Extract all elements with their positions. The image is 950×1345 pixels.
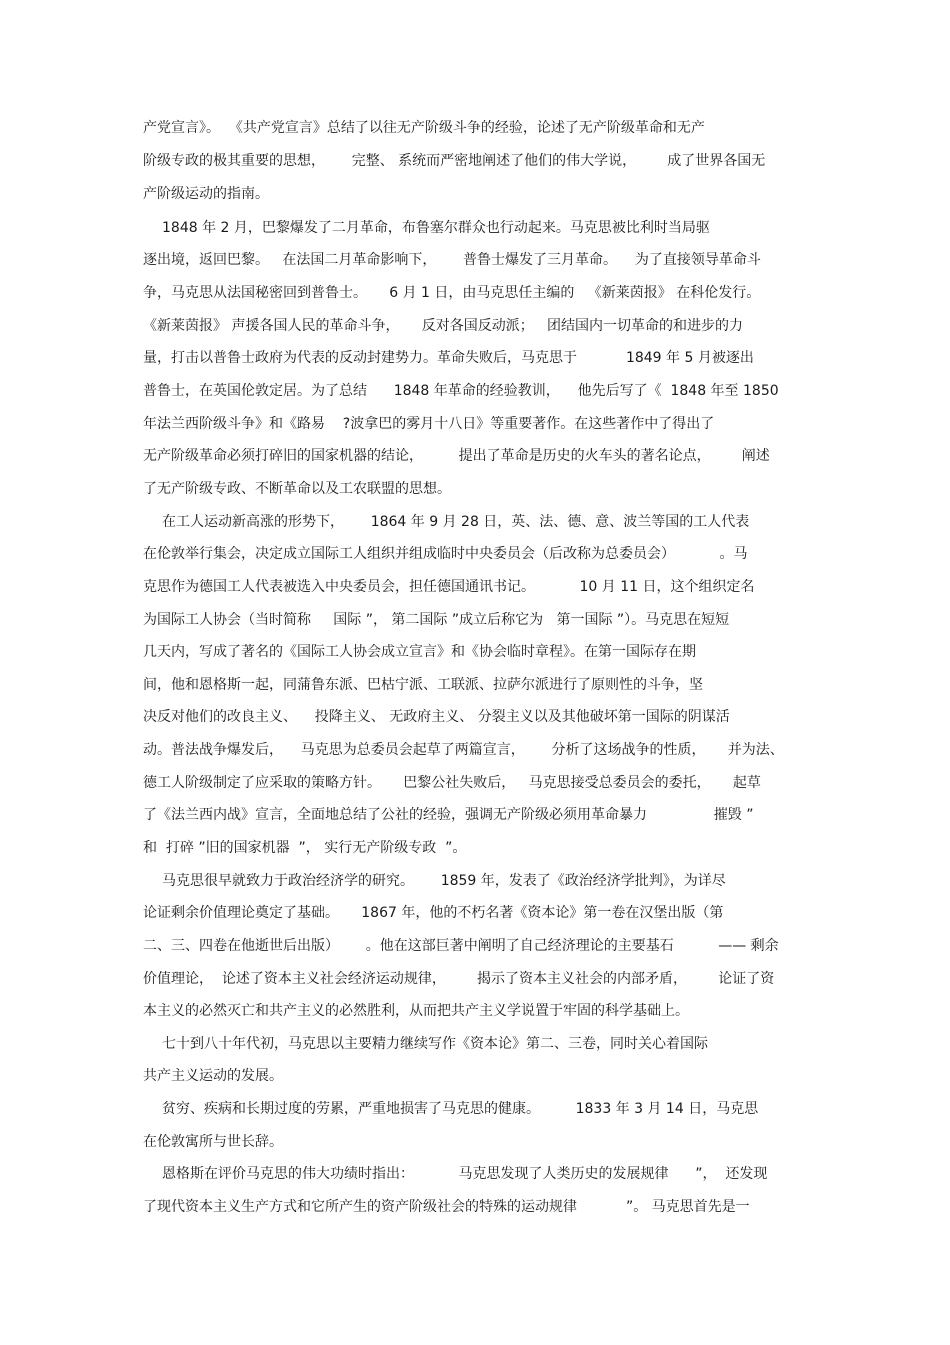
text-line: 了《法兰西内战》宣言，全面地总结了公社的经验，强调无产阶级必须用革命暴力 摧毁 ” xyxy=(143,807,754,823)
text-line: 马克思很早就致力于政治经济学的研究。 1859 年，发表了《政治经济学批判》，为详尽 xyxy=(162,873,726,889)
text-line: 争，马克思从法国秘密回到普鲁士。 6 月 1 日，由马克思任主编的 《新莱茵报》 在科伦发行。 xyxy=(143,285,761,301)
text-line: 二、三、四卷在他逝世后出版） 。他在这部巨著中阐明了自己经济理论的主要基石 —— 剩余 xyxy=(143,938,779,954)
text-line: 价值理论， 论述了资本主义社会经济运动规律， 揭示了资本主义社会的内部矛盾， 论证了资 xyxy=(143,971,775,987)
text-line: 和 打碎 ”旧的国家机器 ”， 实行无产阶级专政 ”。 xyxy=(143,840,467,856)
text-line: 七十到八十年代初，马克思以主要精力继续写作《资本论》第二、三卷，同时关心着国际 xyxy=(162,1036,708,1052)
text-line: 恩格斯在评价马克思的伟大功绩时指出： 马克思发现了人类历史的发展规律 ”， 还发现 xyxy=(162,1166,768,1182)
text-line: 《新莱茵报》 声援各国人民的革命斗争， 反对各国反动派； 团结国内一切革命的和进步的力 xyxy=(143,318,744,334)
text-line: 在伦敦举行集会，决定成立国际工人组织并组成临时中央委员会（后改称为总委员会） 。马 xyxy=(143,546,748,562)
text-line: 1848 年 2 月，巴黎爆发了二月革命，布鲁塞尔群众也行动起来。马克思被比利时当局驱 xyxy=(162,220,710,236)
text-line: 贫穷、疾病和长期过度的劳累，严重地损害了马克思的健康。 1833 年 3 月 14 日，马克思 xyxy=(162,1101,759,1117)
text-line: 在伦敦寓所与世长辞。 xyxy=(143,1134,283,1150)
text-line: 克思作为德国工人代表被选入中央委员会，担任德国通讯书记。 10 月 11 日，这个组织定名 xyxy=(143,579,755,595)
text-line: 为国际工人协会（当时简称 国际 ”， 第二国际 ”成立后称它为 第一国际 ”）。马克思在短短 xyxy=(143,612,730,628)
text-line: 普鲁士，在英国伦敦定居。为了总结 1848 年革命的经验教训， 他先后写了《 1848 年至 1850 xyxy=(143,383,779,399)
text-line: 决反对他们的改良主义、 投降主义、 无政府主义、 分裂主义以及其他破坏第一国际的阴谋活 xyxy=(143,709,730,725)
text-line: 无产阶级革命必须打碎旧的国家机器的结论， 提出了革命是历史的火车头的著名论点， 阐述 xyxy=(143,448,770,464)
text-line: 共产主义运动的发展。 xyxy=(143,1068,283,1084)
text-line: 年法兰西阶级斗争》和《路易 ?波拿巴的雾月十八日》等重要著作。在这些著作中了得出了 xyxy=(143,416,715,432)
text-line: 动。普法战争爆发后， 马克思为总委员会起草了两篇宣言， 分析了这场战争的性质， 并为法、 xyxy=(143,742,784,758)
text-line: 产阶级运动的指南。 xyxy=(143,186,269,202)
text-line: 论证剩余价值理论奠定了基础。 1867 年，他的不朽名著《资本论》第一卷在汉堡出版（第 xyxy=(143,905,724,921)
text-line: 量，打击以普鲁士政府为代表的反动封建势力。革命失败后，马克思于 1849 年 5 月被逐出 xyxy=(143,350,754,366)
text-line: 本主义的必然灭亡和共产主义的必然胜利，从而把共产主义学说置于牢固的科学基础上。 xyxy=(143,1003,689,1019)
text-line: 了现代资本主义生产方式和它所产生的资产阶级社会的特殊的运动规律 ”。 马克思首先是一 xyxy=(143,1199,750,1215)
text-line: 在工人运动新高涨的形势下， 1864 年 9 月 28 日，英、法、德、意、波兰等国的工人代表 xyxy=(162,514,750,530)
text-line: 间，他和恩格斯一起，同蒲鲁东派、巴枯宁派、工联派、拉萨尔派进行了原则性的斗争，坚 xyxy=(143,677,703,693)
text-line: 逐出境，返回巴黎。 在法国二月革命影响下， 普鲁士爆发了三月革命。 为了直接领导革命斗 xyxy=(143,252,761,268)
text-line: 德工人阶级制定了应采取的策略方针。 巴黎公社失败后， 马克思接受总委员会的委托， 起草 xyxy=(143,775,761,791)
text-line: 阶级专政的极其重要的思想， 完整、 系统而严密地阐述了他们的伟大学说， 成了世界各国无 xyxy=(143,153,766,169)
text-line: 了无产阶级专政、不断革命以及工农联盟的思想。 xyxy=(143,481,451,497)
text-line: 几天内，写成了著名的《国际工人协会成立宣言》和《协会临时章程》。在第一国际存在期 xyxy=(143,644,696,660)
text-line: 产党宣言》。 《共产党宣言》总结了以往无产阶级斗争的经验，论述了无产阶级革命和无产 xyxy=(143,120,705,136)
